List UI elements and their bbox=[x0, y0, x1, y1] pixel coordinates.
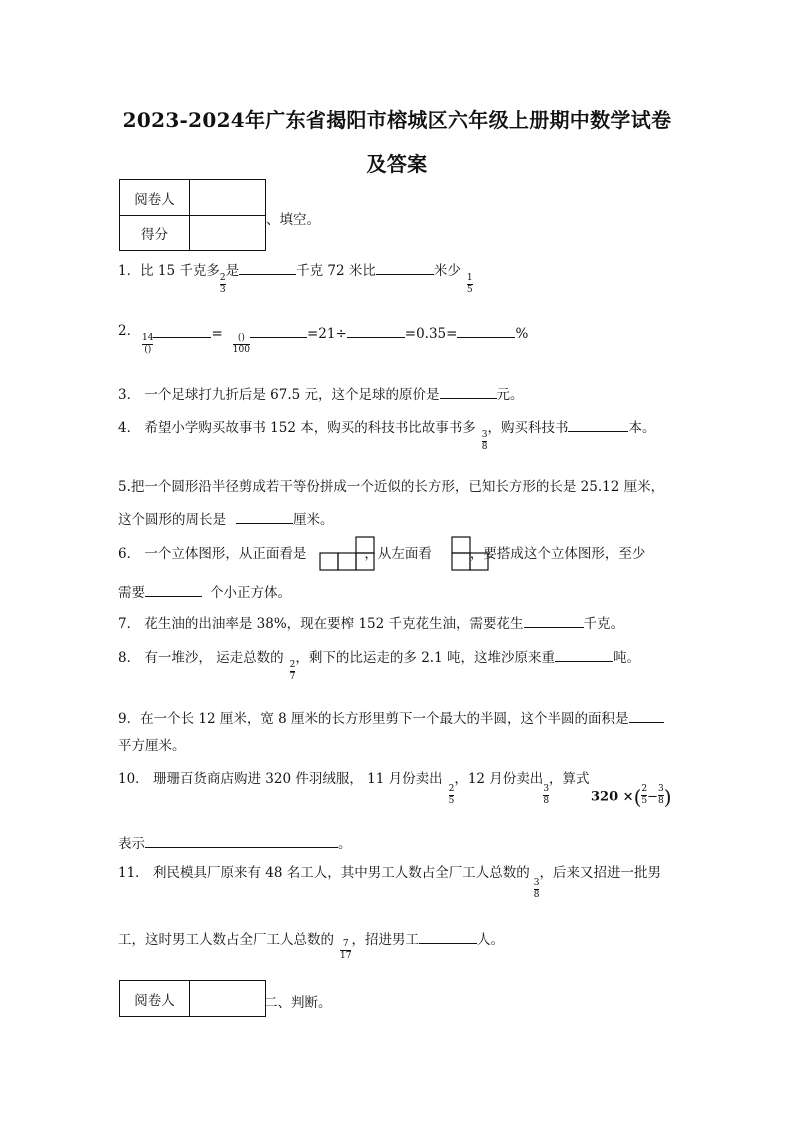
question-4: 4． 希望小学购买故事书 152 本，购买的科技书比故事书多 $\frac{3}{8}$ ，购买科技书 本。 bbox=[118, 420, 656, 453]
answer-blank[interactable] bbox=[440, 386, 497, 399]
fraction: $\frac{3}{8}$ bbox=[543, 784, 550, 807]
answer-blank[interactable] bbox=[376, 262, 434, 275]
fraction: $\frac{1}{5}$ bbox=[466, 273, 473, 296]
question-7: 7． 花生油的出油率是 38%，现在要榨 152 千克花生油，需要花生 千克。 bbox=[118, 616, 625, 632]
section-heading-2: 二、判断。 bbox=[264, 995, 332, 1011]
front-view-figure bbox=[319, 536, 377, 572]
question-11: 11． 利民模具厂原来有 48 名工人，其中男工人数占全厂工人总数的 $\frac{3}{8}$ ，后来又招进一批男 bbox=[118, 865, 661, 901]
score-table-2 bbox=[119, 980, 266, 1017]
section-heading: 、填空。 bbox=[266, 212, 320, 228]
fraction: $\frac{()}{100}$ bbox=[232, 333, 250, 356]
score-label: 得分 bbox=[120, 216, 190, 251]
reviewer-label: 阅卷人 bbox=[120, 180, 190, 216]
question-9: 9．在一个长 12 厘米，宽 8 厘米的长方形里剪下一个最大的半圆，这个半圆的面积是 bbox=[118, 710, 664, 727]
fraction: $\frac{3}{8}$ bbox=[533, 878, 540, 901]
question-2: 2． bbox=[118, 323, 141, 339]
answer-blank[interactable] bbox=[236, 511, 293, 524]
fraction: $\frac{2}{7}$ bbox=[289, 660, 296, 683]
answer-blank[interactable] bbox=[524, 615, 584, 628]
answer-blank[interactable] bbox=[555, 649, 613, 662]
answer-blank[interactable] bbox=[347, 325, 405, 338]
answer-blank[interactable] bbox=[457, 325, 515, 338]
answer-blank[interactable] bbox=[239, 262, 296, 275]
fraction: $\frac{2}{5}$ bbox=[448, 784, 455, 807]
question-11-line2: 工，这时男工人数占全厂工人总数的 $\frac{7}{17}$ ，招进男工 人。 bbox=[118, 932, 504, 962]
question-1: 1．比 15 千克多 $\frac{2}{3}$ 是 千克 72 米比 米少 $\frac{1}{5}$ bbox=[118, 263, 473, 296]
score-table bbox=[119, 179, 266, 251]
question-6-line2: 需要 个小正方体。 bbox=[118, 585, 291, 601]
fraction: $\frac{3}{8}$ bbox=[481, 430, 488, 453]
fraction: $\frac{3}{8}$ bbox=[658, 784, 664, 807]
fraction: $\frac{14}{()}$ bbox=[142, 333, 154, 356]
answer-blank[interactable] bbox=[145, 584, 202, 597]
reviewer-cell[interactable] bbox=[190, 180, 266, 216]
question-2-body: $\frac{14}{()}$ = $\frac{()}{100}$ =21÷ =0.35= % bbox=[142, 326, 529, 356]
fraction: $\frac{7}{17}$ bbox=[340, 939, 352, 962]
reviewer-label: 阅卷人 bbox=[120, 981, 190, 1017]
answer-blank[interactable] bbox=[153, 325, 211, 338]
fraction: $\frac{2}{5}$ bbox=[641, 784, 648, 807]
score-cell[interactable] bbox=[190, 216, 266, 251]
page-title: 2023-2024年广东省揭阳市榕城区六年级上册期中数学试卷 bbox=[122, 108, 672, 132]
answer-blank[interactable] bbox=[629, 710, 664, 723]
fraction: $\frac{2}{3}$ bbox=[219, 273, 226, 296]
question-10: 10． 珊珊百货商店购进 320 件羽绒服， 11 月份卖出 $\frac{2}{5}$ ，12 月份卖出 $\frac{3}{8}$ ，算式 bbox=[118, 771, 590, 807]
answer-blank[interactable] bbox=[568, 419, 628, 432]
question-5-line2: 这个圆形的周长是 厘米。 bbox=[118, 512, 334, 528]
question-3: 3． 一个足球打九折后是 67.5 元，这个足球的原价是 元。 bbox=[118, 387, 524, 403]
question-6: 6． 一个立体图形，从正面看是 ，从左面看 ，要搭成这个立体图形，至少 bbox=[118, 546, 646, 562]
left-view-figure bbox=[451, 536, 491, 572]
answer-blank[interactable] bbox=[419, 931, 477, 944]
question-8: 8． 有一堆沙， 运走总数的 $\frac{2}{7}$ ，剩下的比运走的多 2.1 吨，这堆沙原来重 吨。 bbox=[118, 650, 640, 683]
math-expression: 320 ×( $\frac{2}{5}$ − $\frac{3}{8}$ ) bbox=[591, 784, 672, 809]
question-9-line2: 平方厘米。 bbox=[118, 738, 186, 754]
page-title-continued: 及答案 bbox=[366, 152, 428, 176]
question-5: 5.把一个圆形沿半径剪成若干等份拼成一个近似的长方形，已知长方形的长是 25.12 厘米， bbox=[118, 479, 665, 495]
answer-blank[interactable] bbox=[145, 835, 338, 848]
question-10-line2: 表示 。 bbox=[118, 836, 352, 852]
reviewer-cell[interactable] bbox=[190, 981, 266, 1017]
answer-blank[interactable] bbox=[250, 325, 307, 338]
